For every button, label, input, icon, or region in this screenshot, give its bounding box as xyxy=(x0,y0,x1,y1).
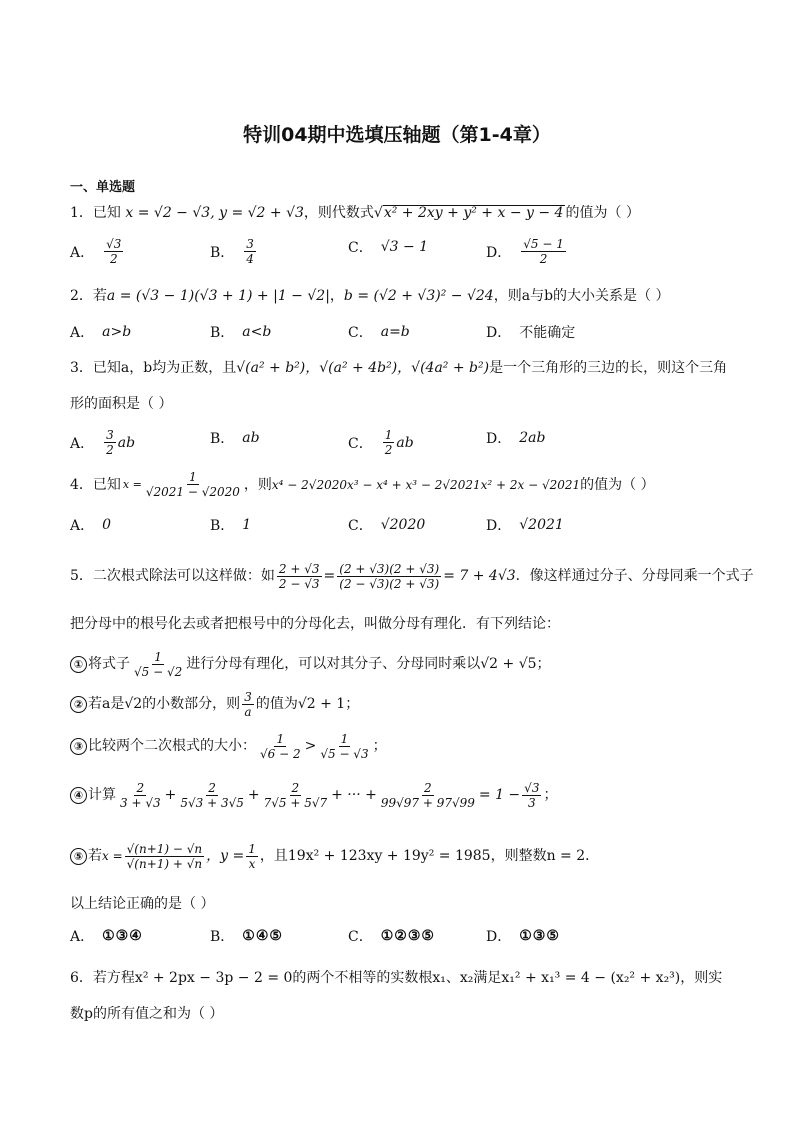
q4-option-a[interactable]: A． 0 xyxy=(70,517,112,534)
q3-option-d[interactable]: D． 2ab xyxy=(486,430,546,447)
q5-statement-1: ① 将式子 $\frac{1}{√5 - √2}$ 进行分母有理化，可以对其分子、分母同时乘以√2 + √5； xyxy=(70,646,730,682)
q3-options xyxy=(70,428,730,458)
q5-statement-5: ⑤ 若 x = $\frac{√(n+1) - √n}{√(n+1) + √n}$ ，y = $\frac{1}{x}$ ，且19x² + 123xy + 19y² = 1985，则整数n = 2． xyxy=(70,836,730,876)
q3-option-b[interactable]: B． ab xyxy=(210,430,260,447)
q2-option-b[interactable]: B． a<b xyxy=(210,324,272,341)
question-3: 3．已知a，b均为正数，且√(a² + b²)，√(a² + 4b²)，√(4a² + b²)是一个三角形的三边的长，则这个三角形的面积是（ ） xyxy=(70,360,728,412)
q5-statement-3: ③ 比较两个二次根式的大小： $\frac{1}{√6 - 2}$ > $\frac{1}{√5 - √3}$ ； xyxy=(70,728,730,764)
q1-expr-xy: x = √2 − √3, y = √2 + √3 xyxy=(125,205,304,221)
q2-options xyxy=(70,322,730,352)
q5-statement-4: ④ 计算 $\frac{2}{3 + √3}$ + $\frac{2}{5√3 + 3√5}$ + $\frac{2}{7√5 + 5√7}$ + ··· + $\frac{2}{99√97 + 97√99}$ = 1 − $\frac{√3}{3}$ ； xyxy=(70,776,730,814)
q5-statement-2: ② 若a是√2的小数部分，则 $\frac{3}{a}$ 的值为√2 + 1； xyxy=(70,686,730,722)
q1-options xyxy=(70,237,730,267)
q1-option-c[interactable]: C． √3 − 1 xyxy=(348,239,429,256)
q1-option-b[interactable]: B． $\frac{3}{4}$ xyxy=(210,237,254,266)
q1-radical-symbol xyxy=(374,205,383,221)
question-6: 6．若方程x² + 2px − 3p − 2 = 0的两个不相等的实数根x₁、x₂满足x₁² + x₁³ = 4 − (x₂² + x₂³)，则实数p的所有值之和为（ ） xyxy=(70,970,723,1022)
q4-option-d[interactable]: D． √2021 xyxy=(486,517,564,534)
q1-option-d[interactable]: D． $\frac{√5 - 1}{2}$ xyxy=(486,237,564,266)
question-1: 1．已知 x = √2 − √3, y = √2 + √3，则代数式√ x² + 2xy + y² + x − y − 4 的值为（ ） xyxy=(70,203,730,223)
q2-option-d[interactable]: D． 不能确定 xyxy=(486,325,576,341)
q1-option-a[interactable]: A． $\frac{√3}{2}$ xyxy=(70,237,122,266)
q5-options xyxy=(70,926,730,956)
q3-option-a[interactable]: A． $\frac{3}{2}$ ab xyxy=(70,428,136,457)
q2-option-c[interactable]: C． a=b xyxy=(348,324,410,341)
q4-option-b[interactable]: B． 1 xyxy=(210,517,252,534)
page-title: 特训04期中选填压轴题（第1-4章） xyxy=(243,124,551,146)
question-2: 2．若a = (√3 − 1)(√3 + 1) + |1 − √2|，b = (√2 + √3)² − √24，则a与b的大小关系是（ ） xyxy=(70,288,670,304)
q4-option-c[interactable]: C． √2020 xyxy=(348,517,426,534)
q5-option-c[interactable]: C． ①②③⑤ xyxy=(348,928,435,945)
q5-option-a[interactable]: A． ①③④ xyxy=(70,928,143,945)
q1-expr-radicand: x² + 2xy + y² + x − y − 4 xyxy=(383,205,564,221)
question-4: 4． 已知 x = $\frac{1}{√2021 - √2020}$ ，则 x⁴ − 2√2020x³ − x⁴ + x³ − 2√2021x² + 2x − √2021 的值为（ ） xyxy=(70,470,655,499)
q5-line-2: 把分母中的根号化去或者把根号中的分母化去，叫做分母有理化．有下列结论： xyxy=(70,616,560,632)
q5-option-b[interactable]: B． ①④⑤ xyxy=(210,928,283,945)
q4-options xyxy=(70,515,730,545)
q2-option-a[interactable]: A． a>b xyxy=(70,324,132,341)
question-5: 5． 二次根式除法可以这样做：如 $\frac{2 + √3}{2 - √3}$ = $\frac{(2 + √3)(2 + √3)}{(2 - √3)(2 + √3)}$ = 7 + 4√3 ．像这样通过分子、分母同乘一个式子 xyxy=(70,561,754,591)
q5-option-d[interactable]: D． ①③⑤ xyxy=(486,928,560,945)
q5-question: 以上结论正确的是（ ） xyxy=(70,896,215,912)
section-heading: 一、单选题 xyxy=(70,180,136,195)
q3-option-c[interactable]: C． $\frac{1}{2}$ ab xyxy=(348,428,414,457)
